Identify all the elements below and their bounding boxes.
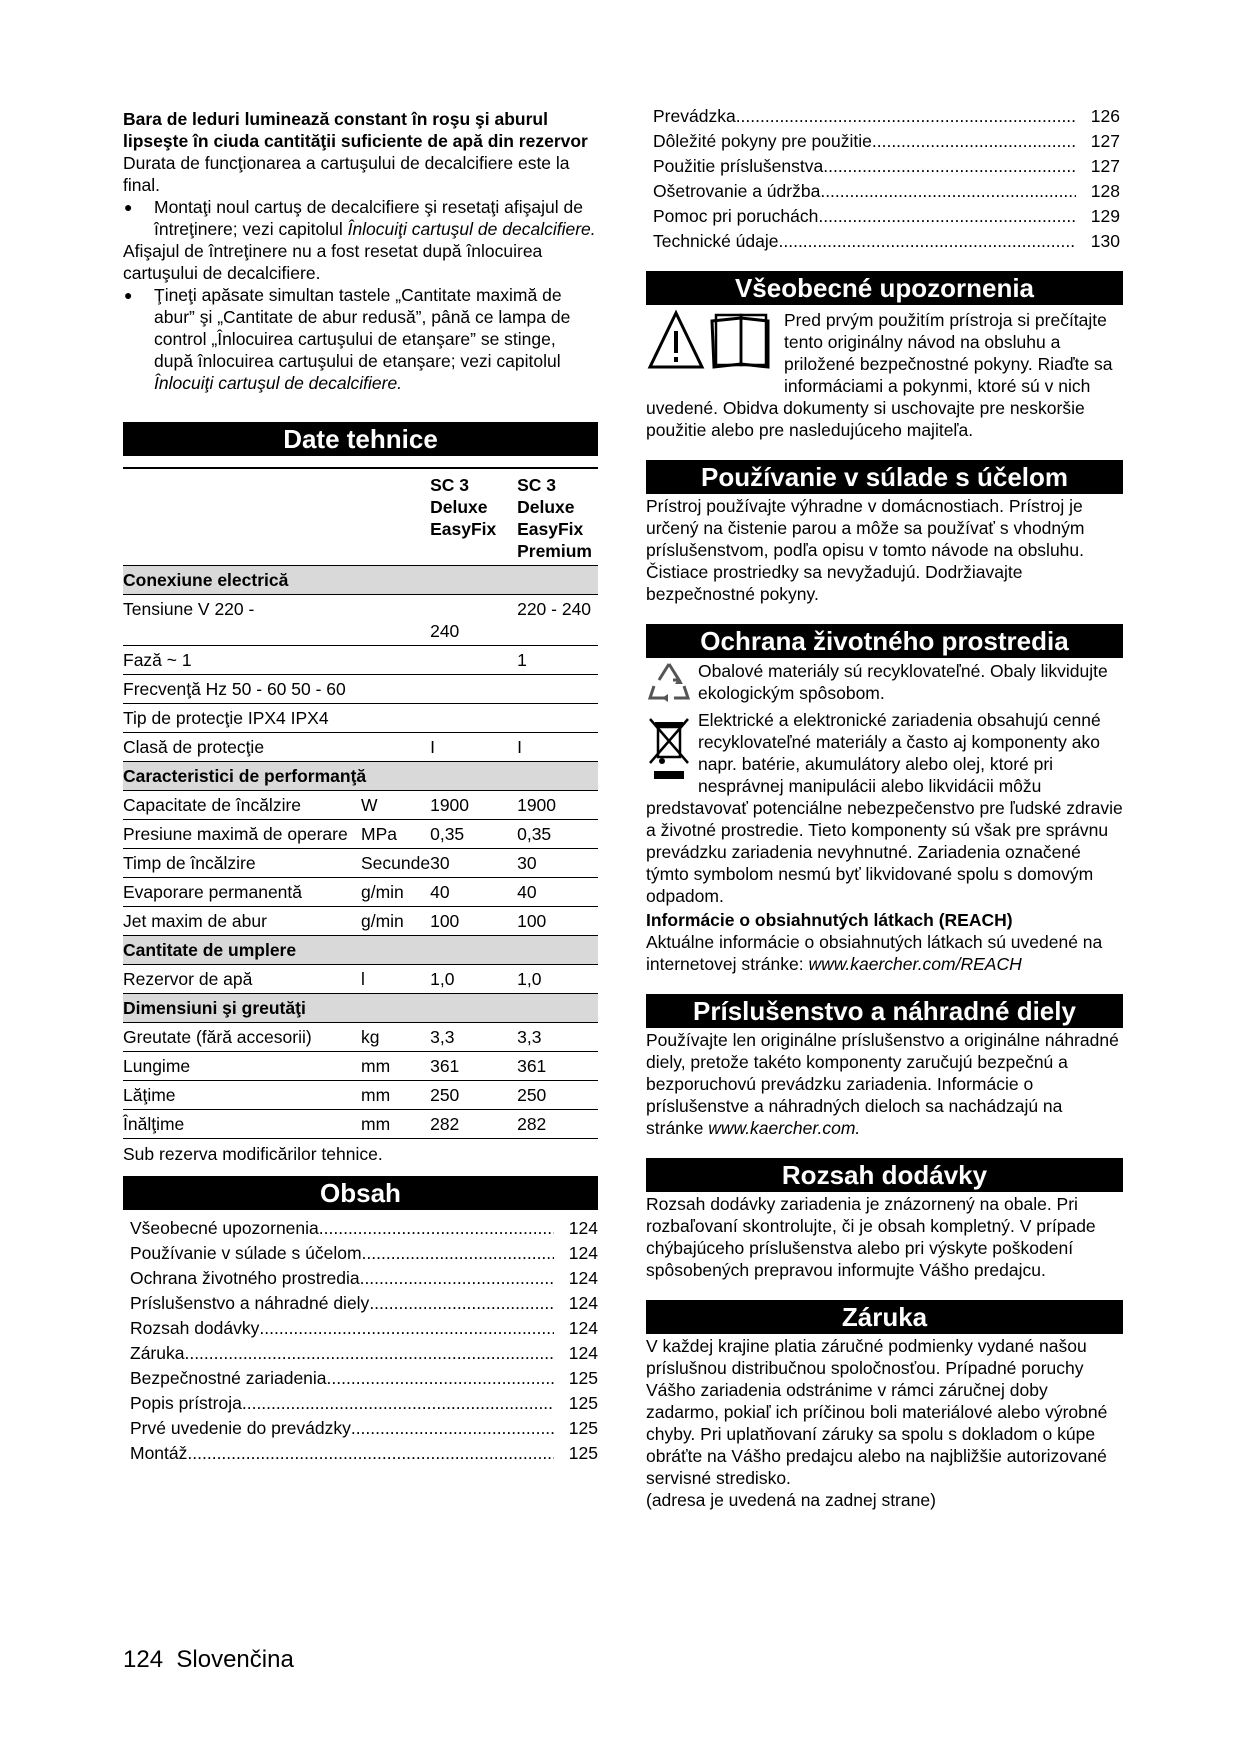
- paragraph: Afişajul de întreţinere nu a fost resetat după înlocuirea cartuşului de decalcifiere.: [123, 241, 543, 283]
- section-warranty-note: (adresa je uvedená na zadnej strane): [646, 1490, 936, 1510]
- tech-row: Timp de încălzire Secunde 30 30: [123, 849, 598, 878]
- tech-title: Date tehnice: [123, 422, 598, 456]
- toc-leader: [872, 129, 1076, 154]
- toc-entry[interactable]: Pomoc pri poruchách ..... 129: [653, 204, 1120, 229]
- tech-row: Clasă de protecţie I I: [123, 733, 598, 762]
- tech-row: Jet maxim de abur g/min 100 100: [123, 907, 598, 936]
- toc-leader: [327, 1366, 554, 1391]
- tech-row: Evaporare permanentă g/min 40 40: [123, 878, 598, 907]
- section-general-text: Pred prvým použitím prístroja si prečítajte tento originálny návod na obsluhu a priložené bezpečnostné pokyny. Riaďte sa informáciami a pokynmi, ktoré sú v nich uvedené. Obidva dokumenty si uschovajte pre neskoršie použitie alebo pre nasledujúceho majiteľa.: [646, 310, 1113, 440]
- toc-entry[interactable]: Montáž ..... 125: [130, 1441, 598, 1466]
- toc-entry[interactable]: Bezpečnostné zariadenia ..... 125: [130, 1366, 598, 1391]
- tech-col-2: SC 3 Deluxe EasyFix Premium: [517, 468, 598, 566]
- reach-title: Informácie o obsiahnutých látkach (REACH): [646, 910, 1013, 930]
- tech-row: Fază ~ 1 1: [123, 646, 598, 675]
- section-general-title: Všeobecné upozornenia: [646, 271, 1123, 305]
- tech-section-row: Cantitate de umplere: [123, 936, 598, 965]
- tech-row: Frecvenţă Hz 50 - 60 50 - 60: [123, 675, 598, 704]
- page-number: 124: [123, 1646, 164, 1673]
- toc-title: Obsah: [123, 1176, 598, 1210]
- toc-leader: [360, 1266, 554, 1291]
- toc-entry[interactable]: Dôležité pokyny pre použitie ..... 127: [653, 129, 1120, 154]
- crossed-bin-icon: [646, 713, 692, 788]
- toc-leader: [736, 104, 1076, 129]
- tech-row: Tip de protecţie IPX4 IPX4: [123, 704, 598, 733]
- section-delivery-title: Rozsah dodávky: [646, 1158, 1123, 1192]
- reach-text: Aktuálne informácie o obsiahnutých látkach sú uvedené na internetovej stránke: www.kaercher.com/REACH: [646, 932, 1103, 974]
- tech-section-row: Dimensiuni şi greutăţi: [123, 994, 598, 1023]
- reach-link[interactable]: www.kaercher.com/REACH: [808, 954, 1022, 974]
- toc-entry[interactable]: Prevádzka ..... 126: [653, 104, 1120, 129]
- toc-entry[interactable]: Technické údaje ..... 130: [653, 229, 1120, 254]
- section-environment-text-2: Elektrické a elektronické zariadenia obsahujú cenné recyklovateľné materiály a často aj komponenty ako napr. batérie, akumulátory alebo olej, ktoré pri nesprávnej manipulácii alebo likvidácii môžu predstavovať potenciálne nebezpečenstvo pre ľudské zdravie a životné prostredie. Tieto komponenty sú však pre správnu prevádzku zariadenia nevyhnutné. Zariadenia označené týmto symbolom nesmú byť likvidované spolu s domovým odpadom.: [646, 710, 1123, 906]
- toc-leader: [820, 179, 1076, 204]
- toc-leader: [823, 154, 1076, 179]
- toc-leader: [242, 1391, 554, 1416]
- tech-section-row: Caracteristici de performanţă: [123, 762, 598, 791]
- tech-row: Lungime mm 361 361: [123, 1052, 598, 1081]
- tech-row: Lăţime mm 250 250: [123, 1081, 598, 1110]
- toc-right: [646, 104, 1123, 254]
- toc-entry[interactable]: Používanie v súlade s účelom ..... 124: [130, 1241, 598, 1266]
- toc-entry[interactable]: Príslušenstvo a náhradné diely ..... 124: [130, 1291, 598, 1316]
- tech-row: Presiune maximă de operare MPa 0,35 0,35: [123, 820, 598, 849]
- toc-leader: [779, 229, 1077, 254]
- tech-note: Sub rezerva modificărilor tehnice.: [123, 1144, 383, 1164]
- toc-leader: [259, 1316, 554, 1341]
- intro-block: [123, 108, 598, 394]
- toc-leader: [369, 1291, 554, 1316]
- toc-leader: [818, 204, 1076, 229]
- toc-entry[interactable]: Prvé uvedenie do prevádzky ..... 125: [130, 1416, 598, 1441]
- bullet-item: ● Ţineţi apăsate simultan tastele „Cantitate maximă de abur” şi „Cantitate de abur redusă”, până ce lampa de control „Înlocuirea cartuşului de etanşare” se stinge, după înlocuirea cartuşului de etanşare; vezi capitolul Înlocuiţi cartuşul de decalcifiere.: [123, 284, 598, 394]
- toc-entry[interactable]: Všeobecné upozornenia ..... 124: [130, 1216, 598, 1241]
- toc-left: [123, 1216, 598, 1466]
- section-environment-text-1: Obalové materiály sú recyklovateľné. Obaly likvidujte ekologickým spôsobom.: [698, 661, 1108, 703]
- section-warranty-title: Záruka: [646, 1300, 1123, 1334]
- section-environment-title: Ochrana životného prostredia: [646, 624, 1123, 658]
- right-column: [646, 108, 1123, 1511]
- section-intended-use-text: Prístroj používajte výhradne v domácnostiach. Prístroj je určený na čistenie parou a môže sa používať s vhodným príslušenstvom, podľa opisu v tomto návode na obsluhu. Čistiace prostriedky sa nevyžadujú. Dodržiavajte bezpečnostné pokyny.: [646, 496, 1085, 604]
- page-language: Slovenčina: [176, 1646, 294, 1673]
- section-accessories-text: Používajte len originálne príslušenstvo a originálne náhradné diely, pretože takéto komponenty zaručujú bezpečnú a bezporuchovú prevádzku zariadenia. Informácie o príslušenstve a náhradných dieloch sa nachádzajú na stránke www.kaercher.com.: [646, 1030, 1119, 1138]
- warning-manual-icon: [646, 309, 776, 376]
- tech-row: Tensiune V 220 - 240 220 - 240: [123, 595, 598, 646]
- toc-leader: [187, 1441, 554, 1466]
- paragraph: Durata de funcţionarea a cartuşului de decalcifiere este la final.: [123, 153, 570, 195]
- recycle-icon: [646, 660, 692, 709]
- tech-row: Rezervor de apă l 1,0 1,0: [123, 965, 598, 994]
- section-intended-use-title: Používanie v súlade s účelom: [646, 460, 1123, 494]
- toc-leader: [319, 1216, 554, 1241]
- toc-leader: [362, 1241, 554, 1266]
- tech-section-row: Conexiune electrică: [123, 566, 598, 595]
- toc-leader: [351, 1416, 554, 1441]
- toc-entry[interactable]: Záruka ..... 124: [130, 1341, 598, 1366]
- toc-entry[interactable]: Ochrana životného prostredia ..... 124: [130, 1266, 598, 1291]
- tech-row: Înălţime mm 282 282: [123, 1110, 598, 1139]
- section-delivery-text: Rozsah dodávky zariadenia je znázornený na obale. Pri rozbaľovaní skontrolujte, či je obsah kompletný. V prípade chýbajúceho príslušenstva alebo pri výskyte poškodení spôsobených prepravou informujte Vášho predajcu.: [646, 1194, 1096, 1280]
- page-footer: [123, 1646, 294, 1674]
- toc-entry[interactable]: Popis prístroja ..... 125: [130, 1391, 598, 1416]
- tech-table: [123, 467, 598, 1139]
- fault-heading: Bara de leduri luminează constant în roşu şi aburul lipseşte în ciuda cantităţii suficiente de apă din rezervor: [123, 109, 588, 151]
- left-column: [123, 108, 598, 1466]
- toc-entry[interactable]: Použitie príslušenstva ..... 127: [653, 154, 1120, 179]
- toc-entry[interactable]: Rozsah dodávky ..... 124: [130, 1316, 598, 1341]
- toc-leader: [184, 1341, 554, 1366]
- tech-header-row: [123, 468, 598, 566]
- tech-row: Capacitate de încălzire W 1900 1900: [123, 791, 598, 820]
- accessories-link[interactable]: www.kaercher.com.: [708, 1118, 861, 1138]
- bullet-item: ● Montaţi noul cartuş de decalcifiere şi resetaţi afişajul de întreţinere; vezi capitolul Înlocuiţi cartuşul de decalcifiere.: [123, 196, 598, 240]
- section-warranty-text: V každej krajine platia záručné podmienky vydané našou príslušnou distribučnou spoločnosťou. Prípadné poruchy Vášho zariadenia odstránime v rámci záručnej doby zadarmo, pokiaľ ich príčinou boli materiálové alebo výrobné chyby. Pri uplatňovaní záruky sa spolu s dokladom o kúpe obráťte na Vášho predajcu alebo na najbližšie autorizované servisné stredisko.: [646, 1336, 1108, 1488]
- tech-col-1: SC 3 Deluxe EasyFix: [430, 468, 517, 566]
- toc-entry[interactable]: Ošetrovanie a údržba ..... 128: [653, 179, 1120, 204]
- tech-row: Greutate (fără accesorii) kg 3,3 3,3: [123, 1023, 598, 1052]
- section-accessories-title: Príslušenstvo a náhradné diely: [646, 994, 1123, 1028]
